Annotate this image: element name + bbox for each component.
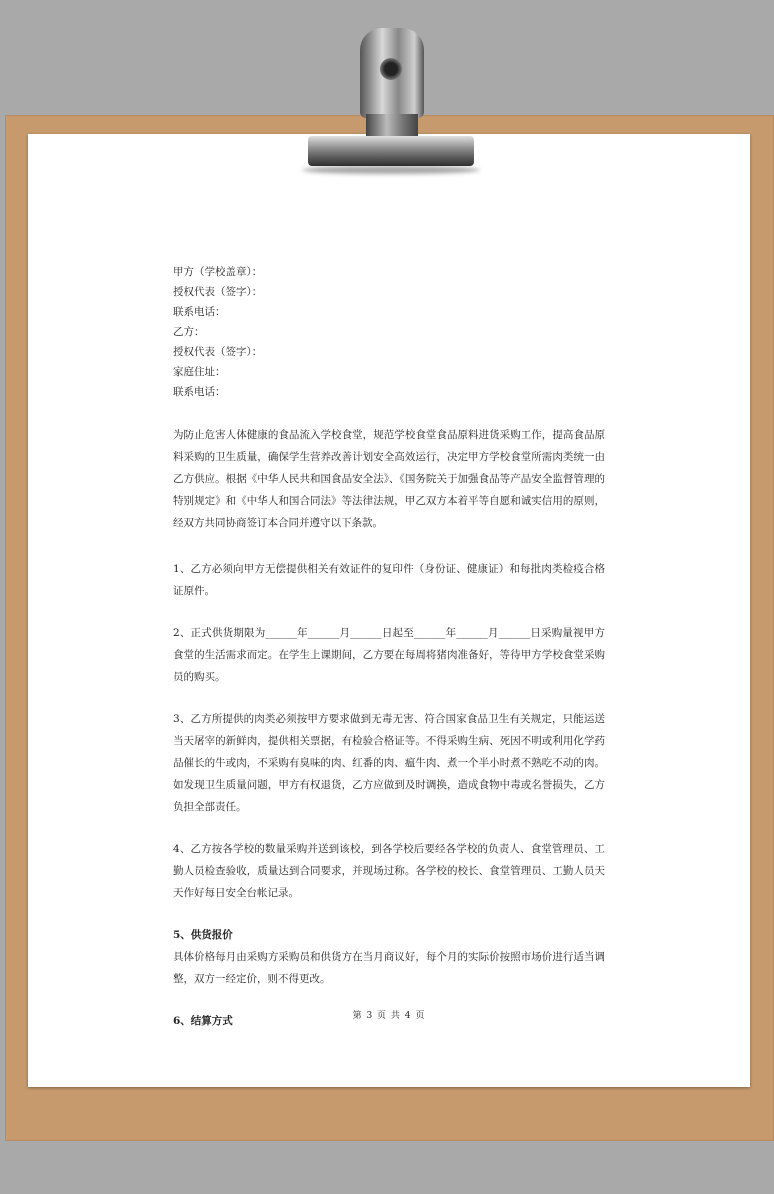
section-5-body: 具体价格每月由采购方采购员和供货方在当月商议好，每个月的实际价按照市场价进行适当调整，双方一经定价，则不得更改。	[173, 951, 605, 985]
party-b-label: 乙方：	[173, 326, 205, 338]
section-5-title: 5、供货报价	[173, 929, 233, 941]
intro-paragraph: 为防止危害人体健康的食品流入学校食堂，规范学校食堂食品原料进货采购工作，提高食品原料采购的卫生质量，确保学生营养改善计划安全高效运行，决定甲方学校食堂所需肉类统一由乙方供应。根据《中华人民共和国食品安全法》、《国务院关于加强食品等产品安全监督管理的特别规定》和《中华人和国合同法》等法律法规，甲乙双方本着平等自愿和诚实信用的原则，经双方共同协商签订本合同并遵守以下条款。	[173, 429, 605, 529]
clip-shadow	[302, 166, 480, 174]
party-a-rep: 授权代表（签字）：	[173, 286, 263, 298]
party-b-address: 家庭住址：	[173, 366, 226, 378]
party-b-rep: 授权代表（签字）：	[173, 346, 263, 358]
clause-1: 1、乙方必须向甲方无偿提供相关有效证件的复印件（身份证、健康证）和每批肉类检疫合格证原件。	[173, 563, 605, 597]
section-6-title: 6、结算方式	[173, 1015, 233, 1027]
binder-clip	[300, 28, 480, 178]
party-info	[173, 262, 605, 402]
party-b-phone: 联系电话：	[173, 386, 226, 398]
clause-3: 3、乙方所提供的肉类必须按甲方要求做到无毒无害、符合国家食品卫生有关规定，只能运送当天屠宰的新鲜肉，提供相关票据，有检验合格证等。不得采购生病、死因不明或利用化学药品催长的牛或肉，不采购有臭味的肉、红番的肉、瘟牛肉、煮一个半小时煮不熟吃不动的肉。如发现卫生质量问题，甲方有权退货，乙方应做到及时调换，造成食物中毒或名誉损失，乙方负担全部责任。	[173, 713, 605, 813]
party-a-phone: 联系电话：	[173, 306, 226, 318]
clip-hole	[380, 58, 402, 80]
party-a-label: 甲方（学校盖章）：	[173, 266, 263, 278]
clause-4: 4、乙方按各学校的数量采购并送到该校，到各学校后要经各学校的负责人、食堂管理员、工勤人员检查验收，质量达到合同要求，并现场过称。各学校的校长、食堂管理员、工勤人员天天作好每日安全台帐记录。	[173, 843, 605, 899]
clip-base	[308, 136, 474, 166]
contract-content	[173, 262, 605, 1032]
page-number: 第 3 页 共 4 页	[352, 1011, 426, 1021]
clause-2: 2、正式供货期限为______年______月______日起至______年______月______日采购量视甲方食堂的生活需求而定。在学生上课期间，乙方要在每周将猪肉准备好，等待甲方学校食堂采购员的购买。	[173, 627, 605, 683]
